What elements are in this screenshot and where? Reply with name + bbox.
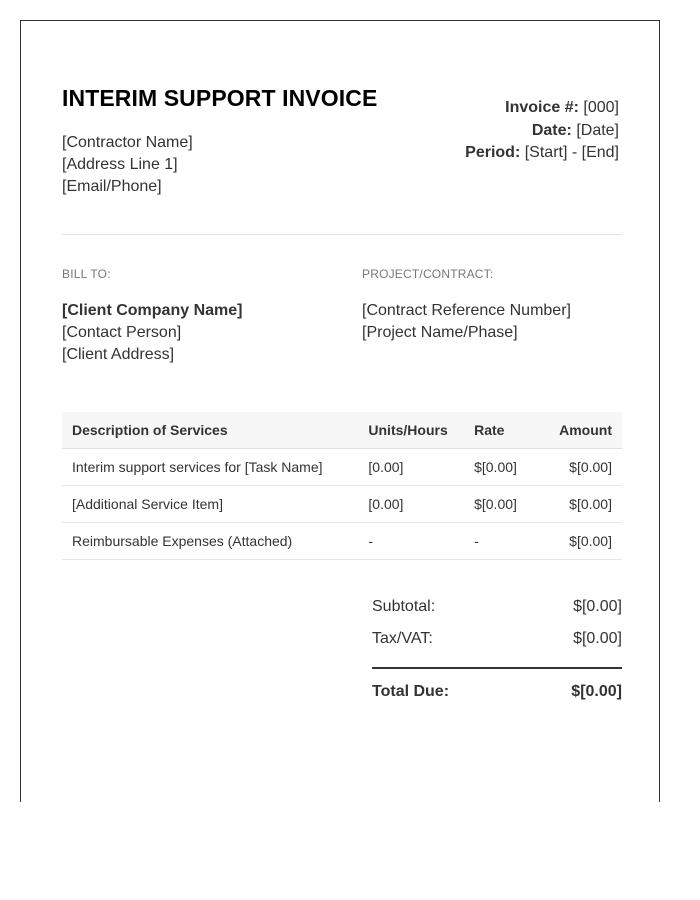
invoice-number-line [465, 97, 619, 120]
invoice-period-label: Period: [465, 144, 521, 161]
invoice-title: INTERIM SUPPORT INVOICE [62, 85, 378, 111]
row-amount: $[0.00] [549, 523, 622, 560]
table-header-row [62, 412, 622, 449]
invoice-number-value: [000] [583, 99, 619, 116]
header-amount: Amount [549, 412, 622, 449]
project-name: [Project Name/Phase] [362, 324, 518, 341]
table-row [62, 449, 622, 486]
invoice-period-line [465, 142, 619, 165]
total-due-row [372, 667, 622, 711]
bill-to-block [62, 300, 242, 366]
bill-to-label: BILL TO: [62, 267, 111, 281]
row-units: [0.00] [358, 449, 464, 486]
contractor-contact: [Email/Phone] [62, 178, 162, 195]
row-rate: $[0.00] [464, 486, 549, 523]
header-rate: Rate [464, 412, 549, 449]
row-description: [Additional Service Item] [62, 486, 358, 523]
invoice-date-value: [Date] [576, 121, 619, 139]
project-label: PROJECT/CONTRACT: [362, 267, 494, 281]
tax-row [372, 623, 622, 655]
subtotal-value: $[0.00] [573, 598, 622, 615]
header-divider [62, 234, 622, 235]
row-description: Reimbursable Expenses (Attached) [62, 523, 358, 560]
totals-block [372, 591, 622, 711]
invoice-meta [465, 97, 619, 165]
subtotal-label: Subtotal: [372, 598, 436, 615]
client-address: [Client Address] [62, 346, 175, 363]
header-description: Description of Services [62, 412, 358, 449]
invoice-period-value: [Start] - [End] [524, 144, 619, 161]
tax-label: Tax/VAT: [372, 630, 433, 647]
header-units: Units/Hours [358, 412, 464, 449]
project-block [362, 300, 571, 344]
contractor-block [62, 132, 193, 198]
contractor-address: [Address Line 1] [62, 156, 178, 173]
invoice-date-line [465, 120, 619, 143]
services-table [62, 412, 622, 560]
row-description: Interim support services for [Task Name] [62, 449, 358, 486]
total-due-label: Total Due: [372, 683, 450, 700]
invoice-page [20, 20, 660, 802]
invoice-number-label: Invoice #: [505, 99, 579, 116]
tax-value: $[0.00] [573, 630, 622, 647]
contractor-name: [Contractor Name] [62, 134, 193, 151]
row-amount: $[0.00] [549, 486, 622, 523]
row-rate: - [464, 523, 549, 560]
contract-reference: [Contract Reference Number] [362, 302, 571, 319]
table-row [62, 523, 622, 560]
total-due-value: $[0.00] [571, 683, 622, 700]
row-amount: $[0.00] [549, 449, 622, 486]
table-row [62, 486, 622, 523]
row-units: [0.00] [358, 486, 464, 523]
client-contact-person: [Contact Person] [62, 324, 182, 341]
subtotal-row [372, 591, 622, 623]
client-company-name: [Client Company Name] [62, 302, 243, 319]
invoice-date-label: Date: [531, 121, 572, 139]
row-rate: $[0.00] [464, 449, 549, 486]
row-units: - [358, 523, 464, 560]
